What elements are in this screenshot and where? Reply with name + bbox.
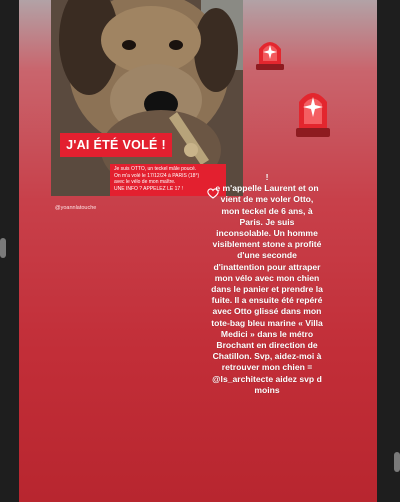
missing-dog-poster bbox=[51, 0, 243, 196]
siren-icon bbox=[252, 33, 288, 73]
stolen-headline: J'AI ÉTÉ VOLÉ ! bbox=[60, 133, 172, 157]
story-panel[interactable] bbox=[19, 0, 377, 502]
poster-info-line: Je suis OTTO, un teckel mâle poucé. bbox=[114, 166, 197, 172]
story-caption bbox=[211, 172, 323, 396]
poster-info-line: On m'a volé le 17/12/24 à PARIS (18°) bbox=[114, 172, 200, 179]
side-scroll-indicator bbox=[0, 238, 6, 258]
caption-exclamation: ! bbox=[265, 172, 269, 182]
poster-info-line: UNE INFO ? APPELEZ LE 17 ! bbox=[114, 185, 183, 192]
side-scroll-indicator bbox=[394, 452, 400, 472]
caption-body: e m'appelle Laurent et on vient de me voler Otto, mon teckel de 6 ans, à Paris. Je suis inconsolable. Un homme visiblement stone a profité d'une seconde d'inattention pour attraper mon vélo avec mon chien dans le panier et prendre la fuite. Il a ensuite été repéré avec Otto glissé dans mon tote-bag bleu marine « Villa Medici » dans le métro Brochant en direction de Chatillon. Svp, aidez-moi à retrouver mon chien = @ls_architecte aidez svp d moins bbox=[211, 183, 323, 395]
poster-info-line: avec le vélo de mon maître. bbox=[114, 179, 176, 185]
siren-icon bbox=[292, 82, 334, 140]
author-handle[interactable]: @yoannlatouche bbox=[55, 205, 97, 211]
